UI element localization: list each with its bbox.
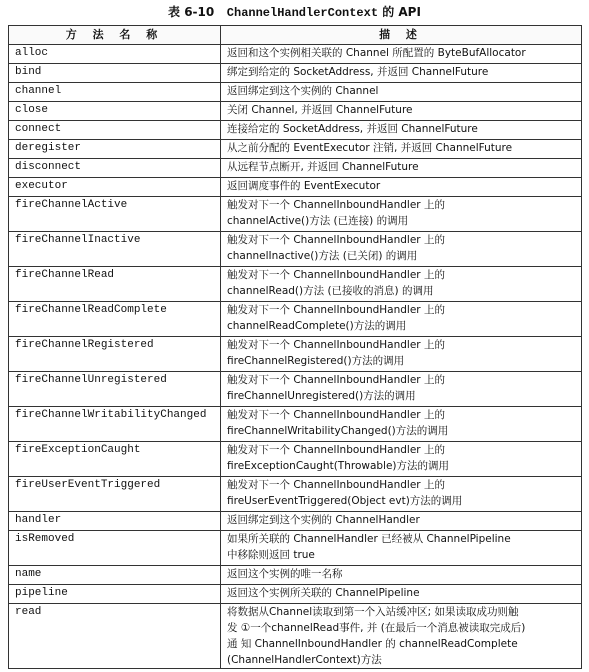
method-name-cell: fireChannelActive	[9, 197, 221, 232]
method-name-cell: handler	[9, 512, 221, 531]
api-table	[8, 25, 582, 669]
method-name-cell: fireExceptionCaught	[9, 442, 221, 477]
description-line: fireUserEventTriggered(Object evt)方法的调用	[227, 495, 463, 507]
description-line: 从之前分配的 EventExecutor 注销, 并返回 ChannelFuture	[227, 142, 513, 154]
table-row	[9, 604, 582, 669]
table-row	[9, 140, 582, 159]
description-line: fireChannelUnregistered()方法的调用	[227, 390, 416, 402]
table-row	[9, 302, 582, 337]
description-cell	[221, 407, 582, 442]
method-name-cell: channel	[9, 83, 221, 102]
description-line: fireChannelWritabilityChanged()方法的调用	[227, 425, 449, 437]
table-row	[9, 566, 582, 585]
method-name-cell: isRemoved	[9, 531, 221, 566]
description-cell	[221, 232, 582, 267]
method-name-cell: close	[9, 102, 221, 121]
description-line: 通 知 ChannelInboundHandler 的 channelReadComplete	[227, 638, 518, 650]
method-name-cell: fireChannelUnregistered	[9, 372, 221, 407]
description-cell	[221, 337, 582, 372]
table-row	[9, 477, 582, 512]
description-line: 触发对下一个 ChannelInboundHandler 上的	[227, 304, 445, 316]
description-cell	[221, 531, 582, 566]
description-line: channelInactive()方法 (已关闭) 的调用	[227, 250, 418, 262]
description-cell	[221, 45, 582, 64]
description-line: (ChannelHandlerContext)方法	[227, 654, 382, 666]
description-line: 发 ①一个channelRead事件, 并 (在最后一个消息被读取完成后)	[227, 622, 526, 634]
header-method-name: 方 法 名 称	[9, 26, 221, 45]
table-row	[9, 121, 582, 140]
method-name-cell: executor	[9, 178, 221, 197]
description-line: 触发对下一个 ChannelInboundHandler 上的	[227, 444, 445, 456]
description-line: 返回和这个实例相关联的 Channel 所配置的 ByteBufAllocator	[227, 47, 526, 59]
description-cell	[221, 197, 582, 232]
method-name-cell: read	[9, 604, 221, 669]
table-row	[9, 64, 582, 83]
description-cell	[221, 102, 582, 121]
description-cell	[221, 512, 582, 531]
description-line: 触发对下一个 ChannelInboundHandler 上的	[227, 269, 445, 281]
table-header-row	[9, 26, 582, 45]
description-cell	[221, 64, 582, 83]
table-caption	[0, 3, 589, 20]
table-row	[9, 178, 582, 197]
caption-suffix: 的 API	[382, 5, 421, 19]
description-line: 连接给定的 SocketAddress, 并返回 ChannelFuture	[227, 123, 478, 135]
description-line: 返回绑定到这个实例的 Channel	[227, 85, 379, 97]
description-line: 关闭 Channel, 并返回 ChannelFuture	[227, 104, 413, 116]
method-name-cell: fireUserEventTriggered	[9, 477, 221, 512]
description-line: fireExceptionCaught(Throwable)方法的调用	[227, 460, 450, 472]
description-line: 中移除则返回 true	[227, 549, 315, 561]
table-row	[9, 442, 582, 477]
method-name-cell: deregister	[9, 140, 221, 159]
description-line: channelRead()方法 (已接收的消息) 的调用	[227, 285, 434, 297]
table-row	[9, 372, 582, 407]
description-line: 触发对下一个 ChannelInboundHandler 上的	[227, 374, 445, 386]
description-cell	[221, 372, 582, 407]
table-body	[9, 45, 582, 669]
table-row	[9, 585, 582, 604]
description-cell	[221, 140, 582, 159]
table-row	[9, 159, 582, 178]
method-name-cell: bind	[9, 64, 221, 83]
description-line: channelReadComplete()方法的调用	[227, 320, 407, 332]
description-line: fireChannelRegistered()方法的调用	[227, 355, 405, 367]
method-name-cell: connect	[9, 121, 221, 140]
description-cell	[221, 178, 582, 197]
description-line: 从远程节点断开, 并返回 ChannelFuture	[227, 161, 419, 173]
method-name-cell: alloc	[9, 45, 221, 64]
description-cell	[221, 83, 582, 102]
table-row	[9, 512, 582, 531]
method-name-cell: fireChannelReadComplete	[9, 302, 221, 337]
description-line: 返回这个实例的唯一名称	[227, 568, 343, 580]
description-line: 如果所关联的 ChannelHandler 已经被从 ChannelPipeline	[227, 533, 511, 545]
table-row	[9, 232, 582, 267]
description-line: 返回绑定到这个实例的 ChannelHandler	[227, 514, 420, 526]
description-cell	[221, 159, 582, 178]
description-line: 触发对下一个 ChannelInboundHandler 上的	[227, 199, 445, 211]
description-cell	[221, 604, 582, 669]
table-row	[9, 337, 582, 372]
description-line: 触发对下一个 ChannelInboundHandler 上的	[227, 409, 445, 421]
description-line: 返回调度事件的 EventExecutor	[227, 180, 381, 192]
method-name-cell: fireChannelRegistered	[9, 337, 221, 372]
caption-class-name: ChannelHandlerContext	[226, 6, 379, 20]
description-cell	[221, 121, 582, 140]
description-line: channelActive()方法 (已连接) 的调用	[227, 215, 409, 227]
description-cell	[221, 477, 582, 512]
description-cell	[221, 442, 582, 477]
description-line: 返回这个实例所关联的 ChannelPipeline	[227, 587, 420, 599]
description-line: 触发对下一个 ChannelInboundHandler 上的	[227, 234, 445, 246]
method-name-cell: fireChannelInactive	[9, 232, 221, 267]
method-name-cell: fireChannelRead	[9, 267, 221, 302]
description-line: 触发对下一个 ChannelInboundHandler 上的	[227, 479, 445, 491]
description-line: 绑定到给定的 SocketAddress, 并返回 ChannelFuture	[227, 66, 489, 78]
description-cell	[221, 585, 582, 604]
description-cell	[221, 566, 582, 585]
description-cell	[221, 302, 582, 337]
method-name-cell: pipeline	[9, 585, 221, 604]
method-name-cell: disconnect	[9, 159, 221, 178]
caption-prefix: 表 6-10	[168, 5, 215, 19]
table-row	[9, 45, 582, 64]
description-line: 将数据从Channel读取到第一个入站缓冲区; 如果读取成功则触	[227, 606, 519, 618]
header-description: 描 述	[221, 26, 582, 45]
description-cell	[221, 267, 582, 302]
table-row	[9, 197, 582, 232]
method-name-cell: name	[9, 566, 221, 585]
table-row	[9, 267, 582, 302]
method-name-cell: fireChannelWritabilityChanged	[9, 407, 221, 442]
table-row	[9, 531, 582, 566]
table-row	[9, 102, 582, 121]
table-row	[9, 407, 582, 442]
description-line: 触发对下一个 ChannelInboundHandler 上的	[227, 339, 445, 351]
table-row	[9, 83, 582, 102]
